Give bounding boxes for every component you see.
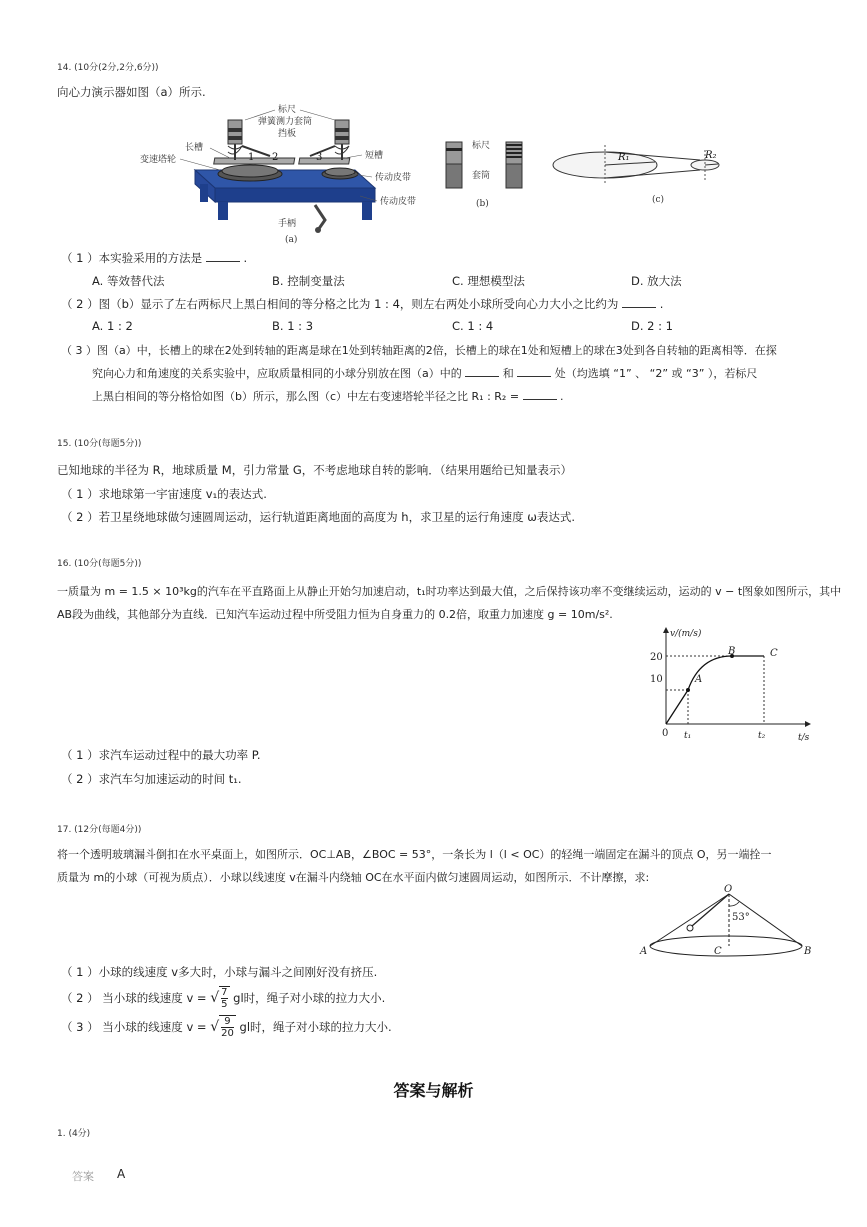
label-c-r2: R₂ [705, 150, 717, 161]
label-bianshu: 变速塔轮 [140, 155, 177, 165]
q14-part3-line2 [92, 365, 757, 381]
label-biaochi: 标尺 [278, 105, 297, 115]
q14-part2-end: . [659, 297, 664, 311]
q14-part3-l3a: 上黑白相间的等分格恰如图（b）所示，那么图（c）中左右变速塔轮半径之比 R₁ : R₂ = [92, 390, 520, 403]
q14-part3-blank1[interactable] [465, 366, 499, 377]
label-changcao: 长槽 [185, 143, 204, 153]
q16-part1: （ 1 ）求汽车运动过程中的最大功率 P. [61, 748, 261, 762]
y-tick-10: 10 [650, 674, 663, 685]
q17-part3-num: 9 [221, 1016, 234, 1028]
x-tick-t2: t₂ [758, 731, 766, 741]
q14-part2-blank[interactable] [622, 297, 656, 308]
label-duancao: 短槽 [365, 151, 384, 161]
label-c-r1: R₁ [618, 152, 630, 163]
label-a-caption: (a) [285, 235, 298, 245]
q14-p2-opt-b: B. 1 : 3 [272, 319, 314, 333]
q14-part1 [61, 250, 247, 266]
q17-stem-line2: 质量为 m的小球（可视为质点）．小球以线速度 v在漏斗内绕轴 OC在水平面内做匀速圆周运动，如图所示．不计摩擦，求: [57, 871, 650, 884]
q16-head: 16. (10分(每题5分)) [57, 559, 142, 569]
q17-part2-num: 7 [221, 987, 228, 998]
label-chuandong-pidai: 传动皮带 [375, 173, 412, 183]
figure-c-pulleys [550, 140, 725, 210]
q17-head: 17. (12分(每题4分)) [57, 825, 142, 835]
q17-stem-line1: 将一个透明玻璃漏斗倒扣在水平桌面上，如图所示．OC⊥AB，∠BOC = 53°，一条长为 l（l < OC）的轻绳一端固定在漏斗的顶点 O，另一端拴一 [57, 848, 772, 861]
q14-stem: 向心力演示器如图（a）所示. [57, 85, 206, 99]
label-tanhuang: 弹簧测力套筒 [258, 117, 313, 127]
q17-part1: （ 1 ）小球的线速度 v多大时，小球与漏斗之间刚好没有挤压. [61, 965, 378, 979]
q17-part2-pre: （ 2 ） 当小球的线速度 v = [61, 991, 207, 1005]
q14-part3-line3 [92, 388, 564, 404]
q16-part2: （ 2 ）求汽车匀加速运动的时间 t₁. [61, 772, 242, 786]
x-tick-0: 0 [662, 728, 669, 739]
q17-part3-post: gl时，绳子对小球的拉力大小. [239, 1020, 392, 1034]
q14-part3-blank2[interactable] [517, 366, 551, 377]
q14-part1-blank[interactable] [206, 251, 240, 262]
q17-part3 [61, 1015, 392, 1043]
y-tick-20: 20 [650, 652, 663, 663]
q17-part3-den: 20 [221, 1028, 234, 1039]
point-label-b: B [728, 646, 736, 657]
q14-p1-opt-b: B. 控制变量法 [272, 274, 345, 288]
label-chuandong-zhou: 传动皮带 [380, 197, 417, 207]
y-axis-label: v/(m/s) [670, 629, 702, 639]
q14-p1-opt-a: A. 等效替代法 [92, 274, 165, 288]
funnel-label-angle: 53° [732, 912, 750, 923]
q14-p1-opt-d: D. 放大法 [631, 274, 682, 288]
q17-part2-frac [219, 986, 229, 1010]
q14-part3-l3b: . [560, 390, 564, 403]
point-label-a: A [695, 674, 703, 685]
x-axis-label: t/s [798, 733, 810, 743]
funnel-label-a: A [640, 946, 648, 957]
funnel-label-b: B [804, 946, 812, 957]
q14-part1-text: （ 1 ）本实验采用的方法是 [61, 251, 203, 265]
figure-b-scales [436, 134, 536, 212]
point-a [686, 688, 690, 692]
answer-label: 答案 [72, 1170, 94, 1183]
q16-stem-line2: AB段为曲线，其他部分为直线．已知汽车运动过程中所受阻力恒为自身重力的 0.2倍，取重力加速度 g = 10m/s². [57, 608, 613, 621]
label-c-caption: (c) [652, 195, 665, 205]
label-b-huangtong: 套筒 [472, 171, 491, 181]
q14-part1-end: . [243, 251, 248, 265]
q15-stem: 已知地球的半径为 R，地球质量 M，引力常量 G，不考虑地球自转的影响．（结果用题给已知量表示） [57, 463, 573, 477]
sqrt-icon: √ [210, 990, 220, 1006]
funnel-label-c: C [714, 946, 722, 957]
funnel-figure [636, 884, 816, 964]
answers-title: 答案与解析 [393, 1081, 474, 1100]
x-tick-t1: t₁ [684, 731, 692, 741]
funnel-label-o: O [724, 884, 733, 895]
segment-oa [666, 690, 688, 724]
q14-part2 [61, 296, 663, 312]
q17-part3-pre: （ 3 ） 当小球的线速度 v = [61, 1020, 207, 1034]
label-num3: 3 [316, 152, 323, 163]
label-b-caption: (b) [476, 199, 489, 209]
figure-a-centripetal-apparatus [140, 100, 430, 248]
q14-head: 14. (10分(2分,2分,6分)) [57, 63, 159, 73]
point-label-c: C [770, 648, 778, 659]
q17-part2-post: gl时，绳子对小球的拉力大小. [233, 991, 386, 1005]
answer-value: A [117, 1167, 126, 1181]
label-num1: 1 [248, 152, 255, 163]
q14-p2-opt-c: C. 1 : 4 [452, 319, 494, 333]
q14-p2-opt-a: A. 1 : 2 [92, 319, 133, 333]
label-shoubing: 手柄 [278, 219, 297, 229]
label-b-biaochi: 标尺 [472, 141, 491, 151]
sqrt-icon: √ [210, 1019, 220, 1035]
q14-part3-blank3[interactable] [523, 389, 557, 400]
q14-p1-opt-c: C. 理想模型法 [452, 274, 525, 288]
q14-part3-l2b: 和 [502, 367, 514, 380]
vt-graph [640, 624, 815, 744]
label-dangban: 挡板 [278, 129, 297, 139]
q15-part1: （ 1 ）求地球第一宇宙速度 v₁的表达式. [61, 487, 267, 501]
q17-part2 [61, 986, 385, 1014]
q16-stem-line1: 一质量为 m = 1.5 × 10³kg的汽车在平直路面上从静止开始匀加速启动，t₁时功率达到最大值，之后保持该功率不变继续运动，运动的 v − t图象如图所示，其中 [57, 585, 842, 598]
q15-head: 15. (10分(每题5分)) [57, 439, 142, 449]
answers-q1-head: 1. (4分) [57, 1129, 91, 1139]
q14-part3-l2c: 处（均选填 “1” 、 “2” 或 “3” ），若标尺 [554, 367, 758, 380]
q14-p2-opt-d: D. 2 : 1 [631, 319, 673, 333]
q17-part2-den: 5 [221, 999, 228, 1010]
q14-part3-line1: （ 3 ）图（a）中，长槽上的球在2处到转轴的距离是球在1处到转轴距离的2倍，长槽上的球在1处和短槽上的球在3处到各自转轴的距离相等．在探 [61, 344, 777, 357]
q14-part3-l2a: 究向心力和角速度的关系实验中，应取质量相同的小球分别放在图（a）中的 [92, 367, 462, 380]
q14-part2-text: （ 2 ）图（b）显示了左右两标尺上黑白相间的等分格之比为 1 : 4，则左右两处小球所受向心力大小之比约为 [61, 297, 619, 311]
q17-part3-frac [219, 1015, 236, 1039]
q15-part2: （ 2 ）若卫星绕地球做匀速圆周运动，运行轨道距离地面的高度为 h，求卫星的运行角速度 ω表达式. [61, 510, 576, 524]
label-num2: 2 [272, 152, 279, 163]
